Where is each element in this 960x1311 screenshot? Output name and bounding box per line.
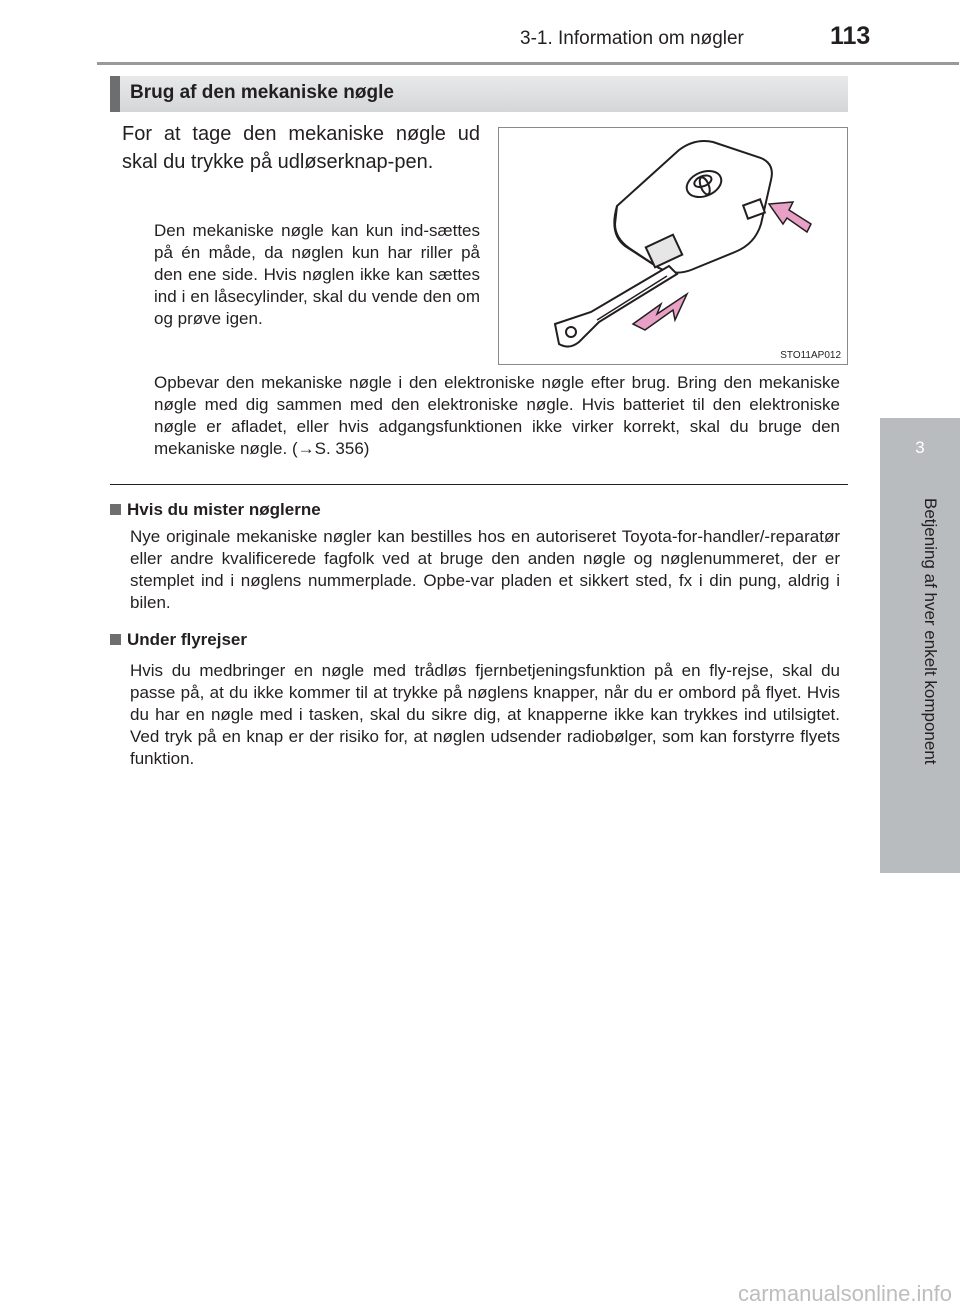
running-header-section: 3-1. Information om nøgler [520,28,744,49]
note-heading-lost-keys [110,500,321,520]
reference-arrow-icon: → [297,439,315,458]
page-reference-link[interactable]: S. 356) [314,439,370,458]
storage-paragraph [154,372,840,460]
chapter-number: 3 [915,438,925,457]
page-number: 113 [830,22,871,50]
watermark: carmanualsonline.info [737,1281,952,1306]
key-drawing [499,128,849,366]
section-heading [110,76,848,112]
section-heading-text: Brug af den mekaniske nøgle [130,82,394,103]
square-bullet-icon [110,504,121,515]
header-rule [97,62,959,65]
square-bullet-icon [110,634,121,645]
note-text-lost-keys: Nye originale mekaniske nøgler kan bestilles hos en autoriseret Toyota-for-handler/-reparatør eller andre kvalificerede fagfolk ved at bruge den anden nøgle og nøglenummeret, der er stemplet ind i nøglens nummerplade. Opbe-var pladen et sikkert sted, fx i din pung, aldrig i bilen. [130,527,840,612]
intro-paragraph: For at tage den mekaniske nøgle ud skal du trykke på udløserknap-pen. [122,123,480,173]
section-heading-bar [110,76,120,112]
chapter-tab [880,418,960,873]
section-divider [110,484,848,485]
key-illustration [498,127,848,365]
chapter-title: Betjening af hver enkelt komponent [921,498,940,765]
storage-text: Opbevar den mekaniske nøgle i den elektroniske nøgle efter brug. Bring den mekaniske nøgle med dig sammen med den elektroniske nøgle. Hvis batteriet til den elektroniske nøgle er afladet, eller hvis adgangsfunktionen ikke virker korrekt, skal du bruge den mekaniske nøgle. ( [154,373,840,458]
note-text-flights: Hvis du medbringer en nøgle med trådløs fjernbetjeningsfunktion på en fly-rejse, skal du passe på, at du ikke kommer til at trykke på nøglens knapper, når du er ombord på flyet. Hvis du har en nøgle med i tasken, skal du sikre dig, at knapperne ikke kan trykkes ind utilsigtet. Ved tryk på en knap er der risiko for, at nøglen udsender radiobølger, som kan forstyrre flyets funktion. [130,661,840,768]
note-heading-text: Hvis du mister nøglerne [127,500,321,519]
orientation-note: Den mekaniske nøgle kan kun ind-sættes på én måde, da nøglen kun har riller på den ene side. Hvis nøglen ikke kan sættes ind i en låsecylinder, skal du vende den om og prøve igen. [154,221,480,328]
pull-arrow [633,294,687,330]
note-heading-flights [110,630,247,650]
press-arrow [769,202,811,232]
figure-code: STO11AP012 [780,350,841,361]
note-heading-text: Under flyrejser [127,630,247,649]
